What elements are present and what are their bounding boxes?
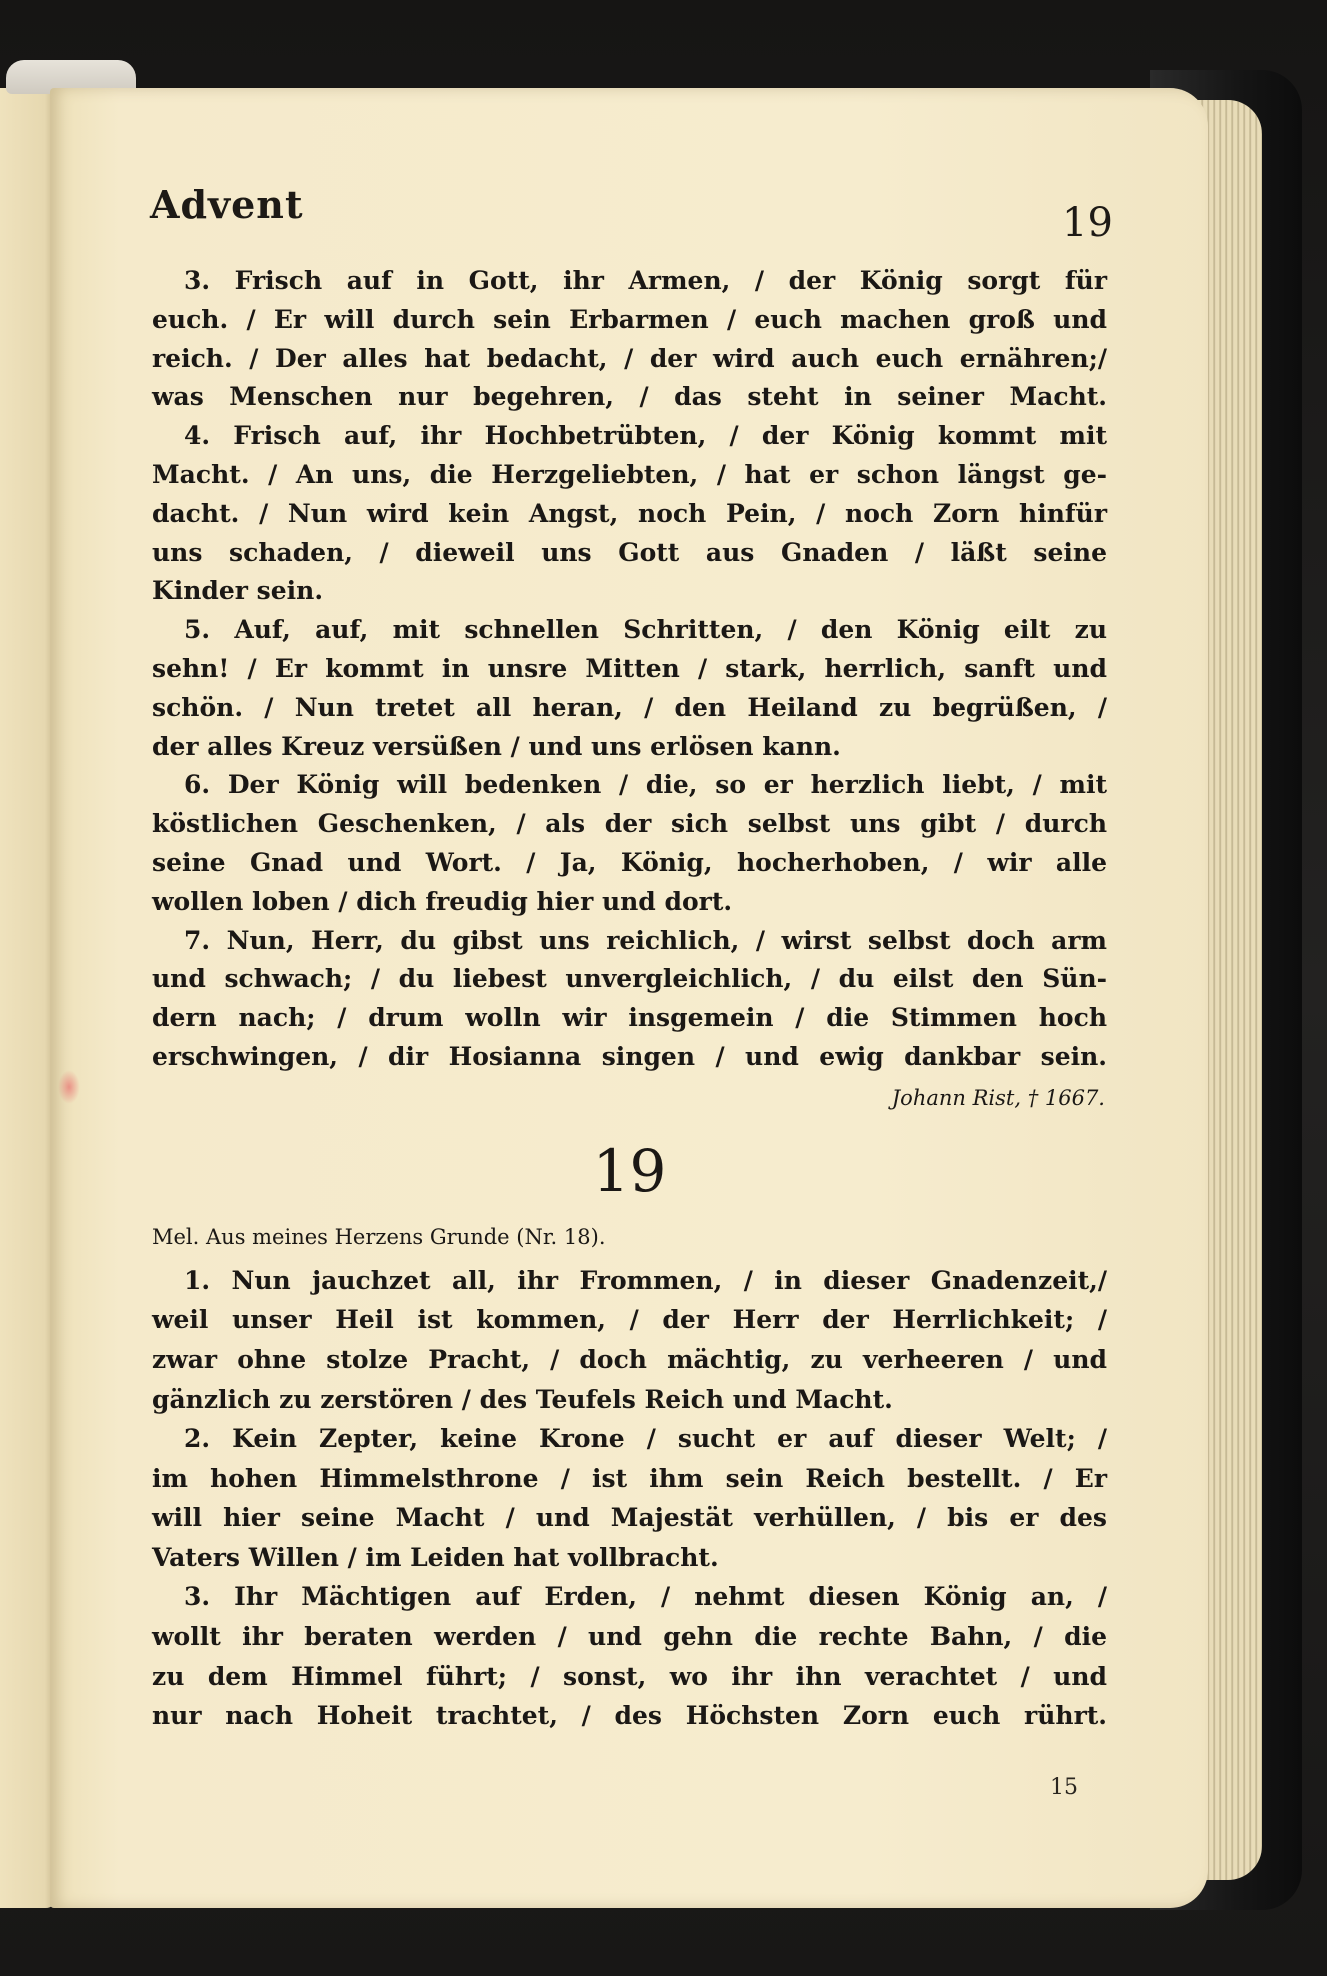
text-line: 5. Auf, auf, mit schnellen Schritten, / den König eilt zu — [184, 615, 1107, 645]
page-number: 19 — [1062, 200, 1113, 246]
text-line: Macht. / An uns, die Herzgeliebten, / hat er schon längst ge- — [152, 459, 1107, 489]
facing-page-edge — [0, 88, 56, 1908]
text-line: wollen loben / dich freudig hier und dort. — [152, 886, 733, 916]
melody-note: Mel. Aus meines Herzens Grunde (Nr. 18). — [152, 1224, 606, 1249]
text-line: seine Gnad und Wort. / Ja, König, hocherhoben, / wir alle — [152, 847, 1107, 877]
text-line: wollt ihr beraten werden / und gehn die rechte Bahn, / die — [152, 1622, 1107, 1652]
signature-number: 15 — [1050, 1775, 1078, 1800]
ink-smudge — [58, 1070, 80, 1104]
text-line: zu dem Himmel führt; / sonst, wo ihr ihn verachtet / und — [152, 1661, 1107, 1691]
text-line: nur nach Hoheit trachtet, / des Höchsten Zorn euch rührt. — [152, 1701, 1107, 1731]
text-line: 7. Nun, Herr, du gibst uns reichlich, / wirst selbst doch arm — [184, 925, 1107, 955]
text-line: 4. Frisch auf, ihr Hochbetrübten, / der König kommt mit — [184, 421, 1107, 451]
text-line: Vaters Willen / im Leiden hat vollbracht. — [152, 1542, 719, 1572]
hymn-18-continued — [152, 262, 1107, 1119]
text-line: 2. Kein Zepter, keine Krone / sucht er auf dieser Welt; / — [184, 1424, 1107, 1454]
text-line: Kinder sein. — [152, 576, 324, 606]
text-line: schön. / Nun tretet all heran, / den Heiland zu begrüßen, / — [152, 692, 1107, 722]
text-line: erschwingen, / dir Hosianna singen / und ewig dankbar sein. — [152, 1041, 1107, 1071]
text-line: und schwach; / du liebest unvergleichlich, / du eilst den Sün- — [152, 964, 1107, 994]
text-line: sehn! / Er kommt in unsre Mitten / stark, herrlich, sanft und — [152, 653, 1107, 683]
text-line: der alles Kreuz versüßen / und uns erlösen kann. — [152, 731, 841, 761]
text-line: will hier seine Macht / und Majestät verhüllen, / bis er des — [152, 1503, 1107, 1533]
text-line: köstlichen Geschenken, / als der sich selbst uns gibt / durch — [152, 809, 1107, 839]
text-line: dern nach; / drum wolln wir insgemein / die Stimmen hoch — [152, 1003, 1107, 1033]
hymn-19 — [152, 1261, 1107, 1736]
text-line: 3. Frisch auf in Gott, ihr Armen, / der König sorgt für — [184, 266, 1107, 295]
text-line: zwar ohne stolze Pracht, / doch mächtig, zu verheeren / und — [152, 1344, 1107, 1374]
text-line: dacht. / Nun wird kein Angst, noch Pein, / noch Zorn hinfür — [152, 498, 1107, 528]
hymn-author: Johann Rist, † 1667. — [891, 1085, 1105, 1110]
text-line: euch. / Er will durch sein Erbarmen / euch machen groß und — [152, 304, 1107, 334]
text-line: 1. Nun jauchzet all, ihr Frommen, / in dieser Gnadenzeit,/ — [184, 1265, 1107, 1295]
text-line: gänzlich zu zerstören / des Teufels Reich und Macht. — [152, 1384, 893, 1414]
text-line: 6. Der König will bedenken / die, so er herzlich liebt, / mit — [184, 770, 1107, 800]
hymn-number: 19 — [592, 1136, 667, 1205]
text-line: 3. Ihr Mächtigen auf Erden, / nehmt diesen König an, / — [184, 1582, 1107, 1612]
page-text — [152, 262, 1107, 1736]
text-line: was Menschen nur begehren, / das steht in seiner Macht. — [152, 382, 1107, 412]
text-line: im hohen Himmelsthrone / ist ihm sein Reich bestellt. / Er — [152, 1463, 1107, 1493]
text-line: reich. / Der alles hat bedacht, / der wird auch euch ernähren;/ — [152, 343, 1107, 373]
running-head: Advent — [150, 182, 304, 227]
text-line: weil unser Heil ist kommen, / der Herr der Herrlichkeit; / — [152, 1305, 1107, 1335]
text-line: uns schaden, / dieweil uns Gott aus Gnaden / läßt seine — [152, 537, 1107, 567]
